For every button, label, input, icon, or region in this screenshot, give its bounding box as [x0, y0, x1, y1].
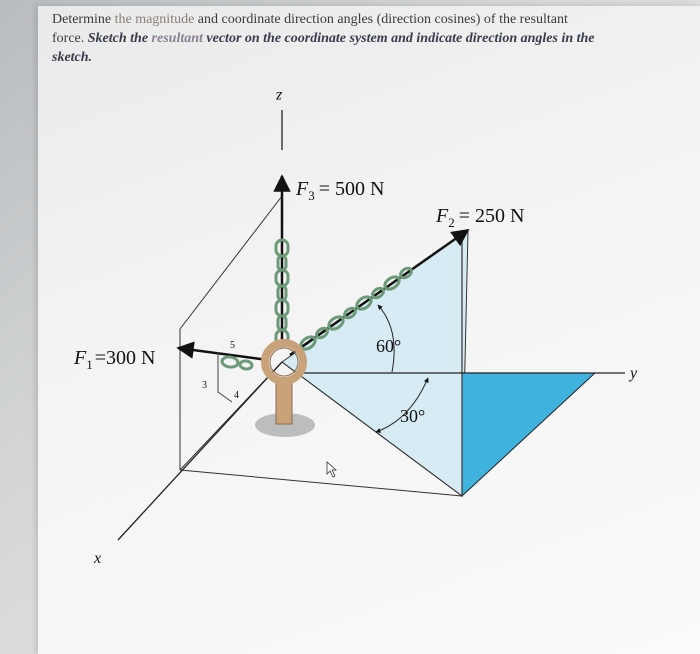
- angle-60-label: 60°: [376, 336, 402, 356]
- question-line3: sketch.: [52, 50, 93, 65]
- f1-subscript: 1: [86, 357, 93, 372]
- question-line1-b: the magnitude: [114, 12, 195, 27]
- f1-label: [73, 347, 155, 372]
- f2-subscript: 2: [448, 215, 455, 230]
- f1-symbol: F: [74, 347, 87, 369]
- slope-label-3: 3: [202, 380, 207, 391]
- f2-label: [435, 205, 524, 230]
- f3-value: = 500 N: [318, 178, 385, 200]
- slope-label-5: 5: [230, 340, 235, 351]
- f2-symbol: F: [436, 205, 449, 227]
- x-axis-label: x: [94, 550, 102, 567]
- question-line1-a: Determine: [52, 12, 115, 27]
- f1-value: =300 N: [94, 347, 156, 369]
- question-line2-d: vector on the coordinate system and indicate direction angles in the: [202, 31, 595, 46]
- x-axis: [118, 362, 282, 540]
- mouse-cursor-icon: [327, 462, 336, 477]
- question-line2-b: Sketch the: [87, 31, 152, 46]
- projection-triangle: [462, 373, 595, 496]
- f3-symbol: F: [296, 178, 309, 200]
- f3-label: [295, 178, 384, 203]
- question-line2-a: force.: [52, 31, 88, 46]
- f3-subscript: 3: [308, 188, 315, 203]
- box-floor-edge: [180, 470, 462, 496]
- slope-triangle: [218, 352, 232, 402]
- y-axis-label: y: [630, 365, 638, 382]
- question-line1-c: and coordinate direction angles (direction cosines) of the resultant: [194, 12, 568, 27]
- slope-label-4: 4: [234, 390, 239, 401]
- angle-30-label: 30°: [400, 406, 426, 426]
- z-axis-label: z: [275, 88, 282, 105]
- f2-plane: [282, 230, 468, 496]
- f2-value: = 250 N: [458, 205, 525, 227]
- question-line2-c: resultant: [151, 31, 203, 46]
